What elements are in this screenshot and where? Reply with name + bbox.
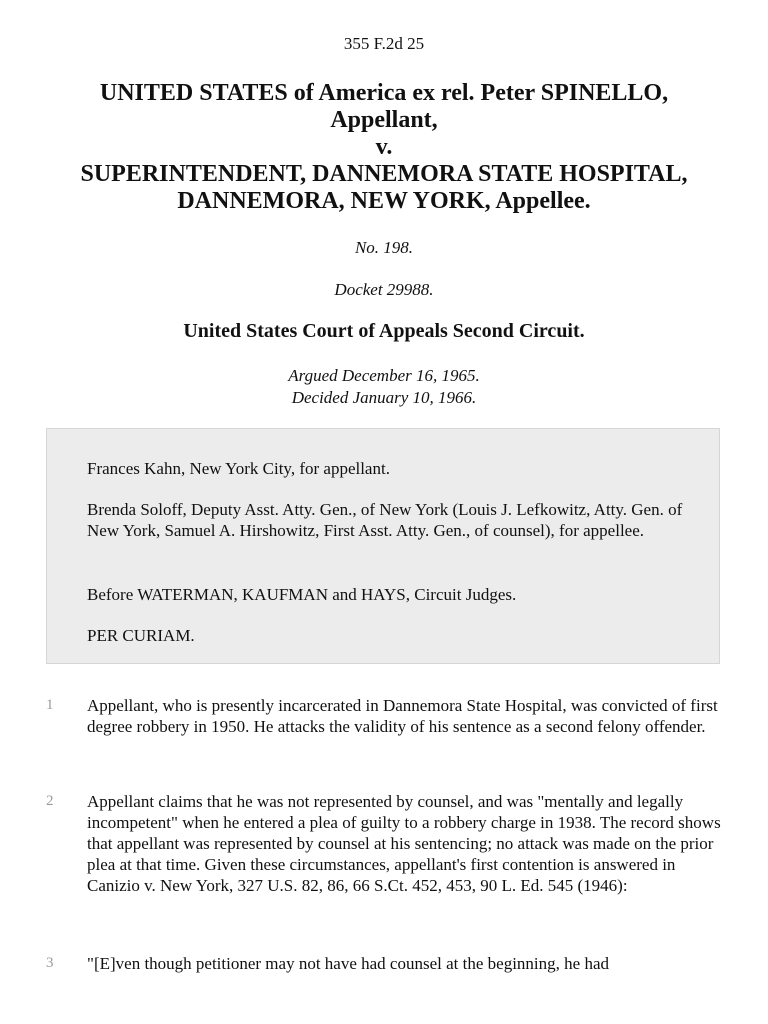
judges-line: Before WATERMAN, KAUFMAN and HAYS, Circuit Judges. xyxy=(87,585,517,604)
paragraph-number: 1 xyxy=(46,697,54,713)
appellee-counsel: Brenda Soloff, Deputy Asst. Atty. Gen., of New York (Louis J. Lefkowitz, Atty. Gen. of New York, Samuel A. Hirshowitz, First Asst. Atty. Gen., of counsel), for appellee. xyxy=(87,500,683,540)
docket-number: Docket 29988. xyxy=(334,280,434,299)
case-title-line: v. xyxy=(375,134,393,160)
court-name: United States Court of Appeals Second Circuit. xyxy=(183,320,585,342)
paragraph-number: 3 xyxy=(46,955,54,971)
counsel-box xyxy=(46,428,720,664)
paragraph-text: "[E]ven though petitioner may not have had counsel at the beginning, he had xyxy=(87,954,609,973)
per-curiam: PER CURIAM. xyxy=(87,626,195,645)
case-title xyxy=(40,80,728,215)
decided-date: Decided January 10, 1966. xyxy=(291,388,477,407)
paragraph-text: Appellant, who is presently incarcerated in Dannemora State Hospital, was convicted of first degree robbery in 1950. He attacks the validity of his sentence as a second felony offender. xyxy=(87,696,718,736)
case-number: No. 198. xyxy=(354,238,414,257)
paragraph-text: Appellant claims that he was not represented by counsel, and was "mentally and legally incompetent" when he entered a plea of guilty to a robbery charge in 1938. The record shows that appellant was represented by counsel at his sentencing; no attack was made on the prior plea at that time. Given these circumstances, appellant's first contention is answered in Canizio v. New York, 327 U.S. 82, 86, 66 S.Ct. 452, 453, 90 L. Ed. 545 (1946): xyxy=(87,792,721,895)
case-dates xyxy=(0,365,768,409)
case-title-line: DANNEMORA, NEW YORK, Appellee. xyxy=(177,188,591,214)
paragraph-number: 2 xyxy=(46,793,54,809)
citation: 355 F.2d 25 xyxy=(343,34,425,53)
case-title-line: UNITED STATES of America ex rel. Peter SPINELLO, xyxy=(99,80,669,106)
appellant-counsel: Frances Kahn, New York City, for appellant. xyxy=(87,459,390,478)
case-title-line: SUPERINTENDENT, DANNEMORA STATE HOSPITAL, xyxy=(80,161,688,187)
argued-date: Argued December 16, 1965. xyxy=(288,366,480,385)
case-title-line: Appellant, xyxy=(330,107,438,133)
